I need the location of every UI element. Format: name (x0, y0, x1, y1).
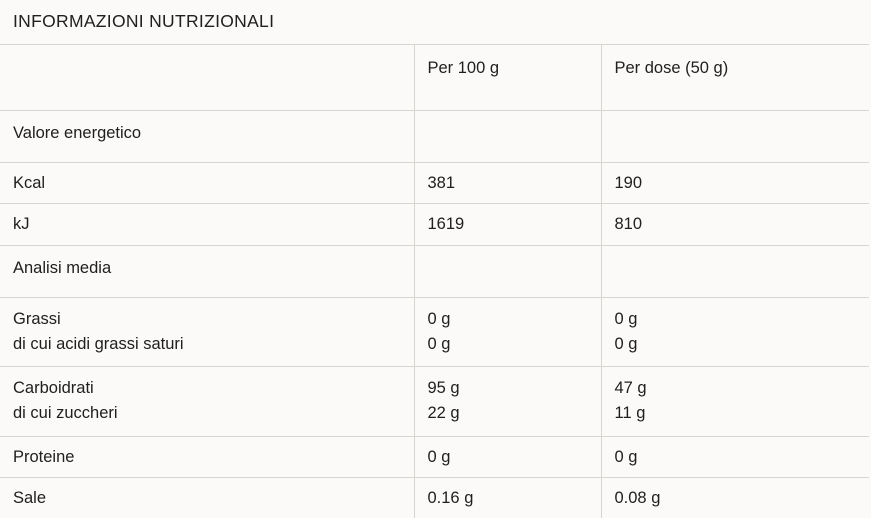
table-row (0, 436, 869, 477)
table-header-row (0, 45, 869, 111)
table-row (0, 204, 869, 245)
table-row (0, 367, 869, 437)
row-value-per-100g: 0 g (414, 436, 601, 477)
row-label: Carboidrati (13, 379, 94, 398)
row-label: Valore energetico (0, 111, 414, 163)
row-value-per-dose: 190 (601, 163, 869, 204)
row-value-per-dose: 810 (601, 204, 869, 245)
row-label: Analisi media (0, 245, 414, 297)
row-value-per-dose (601, 111, 869, 163)
nutrition-table (0, 44, 869, 518)
row-label-group (0, 367, 414, 437)
row-subvalue-per-dose: 0 g (614, 334, 638, 353)
row-label: Grassi (13, 309, 61, 328)
row-value-per-dose: 0 g (601, 436, 869, 477)
row-value-per-100g: 1619 (414, 204, 601, 245)
row-label: Kcal (0, 163, 414, 204)
row-value-per-dose: 0 g (614, 309, 638, 328)
row-subvalue-per-dose: 11 g (614, 404, 646, 423)
table-row (0, 477, 869, 518)
row-value-per-100g: 0 g (427, 309, 451, 328)
panel-title: INFORMAZIONI NUTRIZIONALI (13, 11, 275, 31)
row-value-per-100g: 0.16 g (414, 477, 601, 518)
row-subvalue-per-100g: 22 g (427, 404, 460, 423)
row-label: kJ (0, 204, 414, 245)
row-value-per-dose-group (601, 367, 869, 437)
row-value-per-dose-group (601, 297, 869, 367)
row-value-per-dose (601, 245, 869, 297)
row-value-per-dose: 47 g (614, 379, 647, 398)
row-value-per-100g: 381 (414, 163, 601, 204)
row-sublabel: di cui acidi grassi saturi (13, 334, 184, 353)
row-value-per-100g-group (414, 297, 601, 367)
row-label-group (0, 297, 414, 367)
row-sublabel: di cui zuccheri (13, 404, 118, 423)
header-label-cell (0, 45, 414, 111)
header-per-100g: Per 100 g (414, 45, 601, 111)
row-value-per-dose: 0.08 g (601, 477, 869, 518)
table-row (0, 111, 869, 163)
row-subvalue-per-100g: 0 g (427, 334, 451, 353)
row-value-per-100g-group (414, 367, 601, 437)
table-row (0, 297, 869, 367)
table-row (0, 245, 869, 297)
table-row (0, 163, 869, 204)
row-label: Sale (0, 477, 414, 518)
row-value-per-100g: 95 g (427, 379, 460, 398)
row-value-per-100g (414, 245, 601, 297)
row-label: Proteine (0, 436, 414, 477)
row-value-per-100g (414, 111, 601, 163)
header-per-dose: Per dose (50 g) (601, 45, 869, 111)
